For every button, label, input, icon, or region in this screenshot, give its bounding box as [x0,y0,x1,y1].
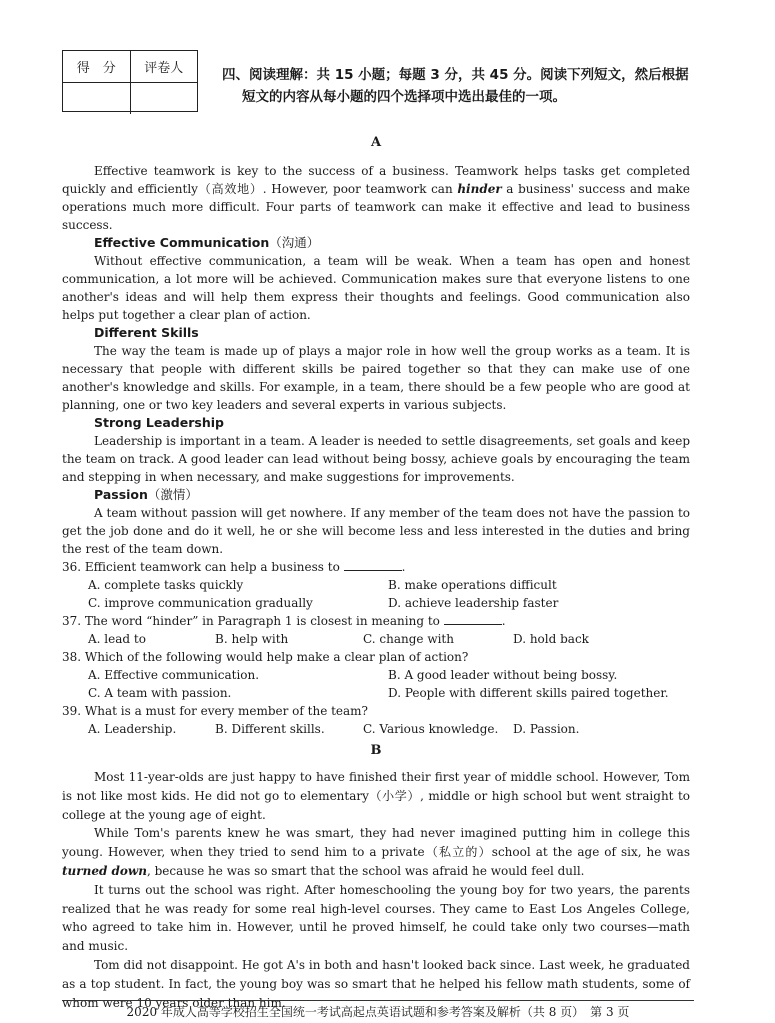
reading-content [62,134,690,1012]
answer-option: A. Leadership. [88,722,177,736]
options-row [62,684,690,702]
hinder-word: hinder [457,182,502,196]
grader-entry-cell [130,83,198,114]
answer-option: C. Various knowledge. [363,722,499,736]
options-row [62,720,690,738]
passage-a-sections [62,234,690,558]
turned-down-phrase: turned down [62,863,147,878]
instructions-line-2: 短文的内容从每小题的四个选择项中选出最佳的一项。 [242,89,566,105]
passage-a-intro: Effective teamwork is key to the success of a business. Teamwork helps tasks get completed quickly and efficiently（高效地）. However, poor teamwork can hinder a business' success and make operations much more difficult. Four parts of teamwork can make it effective and lead to business success. [62,164,690,232]
section-paragraph: The way the team is made up of plays a major role in how well the group works as a team. It is necessary that people with different skills be paired together so that they can make use of one another's knowledge and skills. For example, in a team, there should be a few people who are good at planning, one or two key leaders and several experts in various subjects. [62,344,690,412]
section-paragraph: A team without passion will get nowhere. If any member of the team does not have the passion to get the job done and do it well, he or she will become less and less interested in the duties and bring the rest of the team down. [62,506,690,556]
question-stem: 38. Which of the following would help make a clear plan of action? [62,650,469,664]
passage-a-label: A [370,135,382,150]
section-heading: Passion（激情） [94,487,198,502]
section-paragraph: Leadership is important in a team. A leader is needed to settle disagreements, set goals and keep the team on track. A good leader can lead without being bossy, achieve goals by encouraging the team and stepping in when necessary, and make suggestions for improvements. [62,434,690,484]
answer-option: D. hold back [513,632,589,646]
options-row [62,666,690,684]
answer-option: B. help with [215,632,289,646]
answer-option: A. Effective communication. [88,668,260,682]
answer-option: A. lead to [88,632,146,646]
options-row [62,630,690,648]
answer-option: D. Passion. [513,722,580,736]
passage-b-paragraph: While Tom's parents knew he was smart, they had never imagined putting him in college this young. However, when they tried to send him to a private（私立的）school at the age of six, he was turned down, because he was so smart that the school was afraid he would feel dull. [62,826,690,878]
section-heading: Strong Leadership [94,415,224,430]
passage-b-paragraph: It turns out the school was right. After homeschooling the young boy for two years, the parents realized that he was ready for some real high-level courses. They came to East Los Angeles College, who agreed to take him in. However, until he proved himself, he could take only two courses—math and music. [62,882,690,954]
answer-option: C. A team with passion. [88,686,232,700]
question-stem: 39. What is a must for every member of the team? [62,704,368,718]
question-stem: 37. The word “hinder” in Paragraph 1 is closest in meaning to . [62,614,506,628]
options-row [62,594,690,612]
options-row [62,576,690,594]
answer-option: B. make operations difficult [388,578,557,592]
grader-label: 评卷人 [130,51,198,82]
answer-blank [444,612,502,625]
section-heading: Effective Communication（沟通） [94,235,320,250]
score-header-row [63,51,197,82]
score-box [62,50,198,112]
answer-option: D. People with different skills paired together. [388,686,669,700]
section-instructions [222,64,722,108]
section-paragraph: Without effective communication, a team will be weak. When a team has open and honest communication, a lot more will be achieved. Communication makes sure that everyone listens to one another's ideas and will help them express their thoughts and feelings. Good communication also helps put together a clear plan of action. [62,254,690,322]
questions-list [62,558,690,738]
answer-option: C. change with [363,632,454,646]
section-heading: Different Skills [94,325,199,340]
page-footer: 2020 年成人高等学校招生全国统一考试高起点英语试题和参考答案及解析（共 8 页） 第 3 页 [62,1000,694,1021]
score-entry-cell [63,83,130,114]
instructions-line-1: 四、阅读理解：共 15 小题；每题 3 分，共 45 分。阅读下列短文，然后根据 [222,67,689,83]
answer-option: D. achieve leadership faster [388,596,559,610]
answer-option: A. complete tasks quickly [88,578,244,592]
passage-b-paragraph: Most 11-year-olds are just happy to have finished their first year of middle school. However, Tom is not like most kids. He did not go to elementary（小学）, middle or high school but went straight to college at the young age of eight. [62,770,690,822]
score-entry-row [63,82,197,114]
score-label: 得 分 [76,61,116,76]
answer-option: C. improve communication gradually [88,596,313,610]
answer-option: B. A good leader without being bossy. [388,668,618,682]
passage-b-paragraph: Tom did not disappoint. He got A's in both and hasn't looked back since. Last week, he graduated as a top student. In fact, the young boy was so smart that he helped his fellow math students, some of whom were 10 years older than him. [62,957,690,1010]
answer-option: B. Different skills. [215,722,325,736]
answer-blank [344,558,402,571]
question-stem: 36. Efficient teamwork can help a business to . [62,560,406,574]
passage-b-label: B [370,743,382,758]
passage-b [62,768,690,1012]
